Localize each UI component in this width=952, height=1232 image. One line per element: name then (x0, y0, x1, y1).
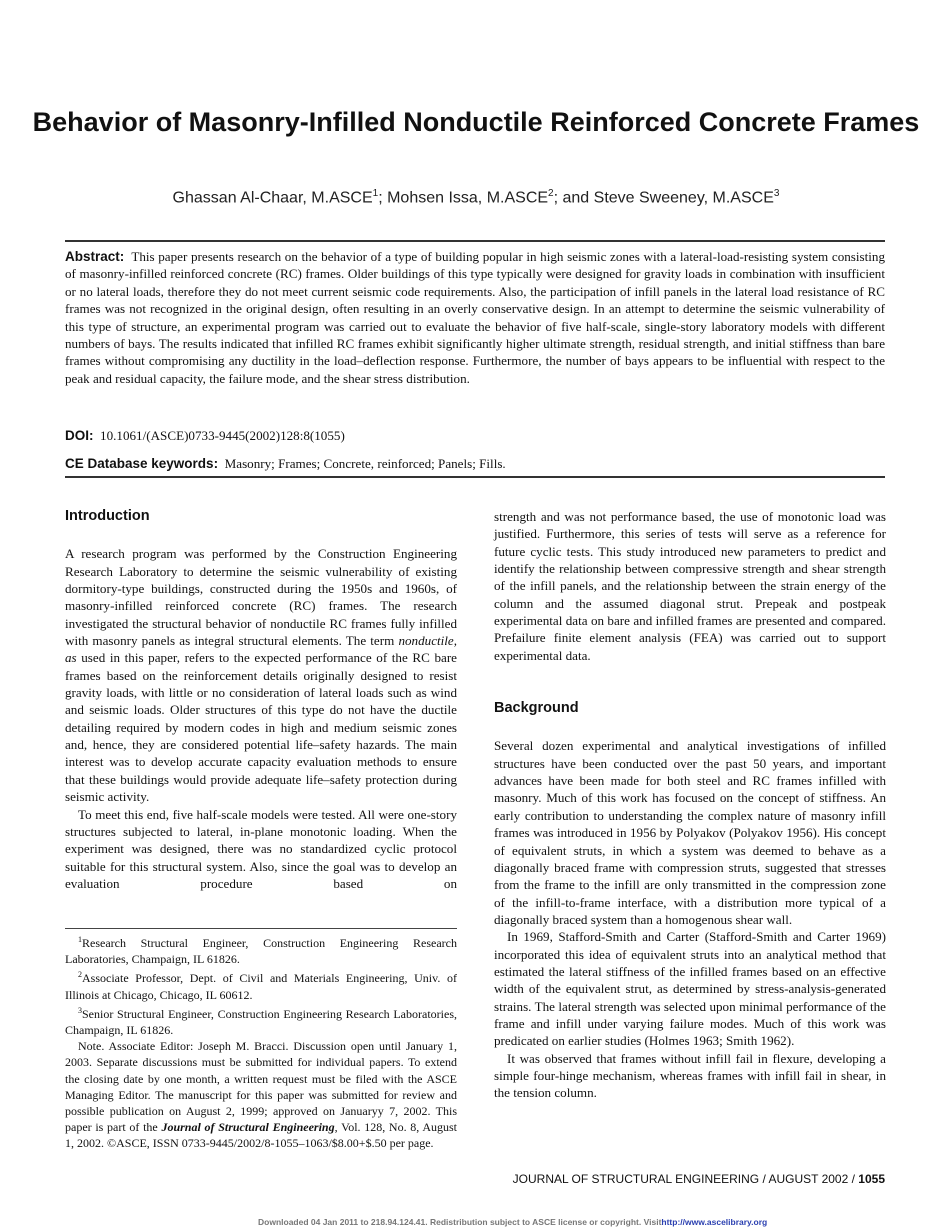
keywords (65, 456, 506, 472)
doi-label: DOI: (65, 428, 94, 443)
author-list (0, 188, 952, 207)
editor-note (65, 1038, 457, 1151)
left-column (65, 508, 457, 892)
footnote-1: $^1$Research Structural Engineer, Construction Engineering Research Laboratories, Champaign, IL 61826. (65, 935, 457, 967)
abstract-top-rule (65, 240, 885, 242)
paragraph: strength and was not performance based, the use of monotonic load was justified. Furthermore, this series of tests will serve as a reference for future cyclic tests. This study introduced new parameters to predict and identify the relationship between compressive strength and shear strength of the infill panels, and the relationship between the strain energy of the column and the assumed diagonal strut. Prepeak and postpeak experimental data on bare and infilled frames are presented and compared. Prefailure finite element analysis (FEA) was carried out to support experimental data. (494, 509, 886, 663)
text: Senior Structural Engineer, Construction Engineering Research Laboratories, Champaign, IL 61826. (65, 1006, 457, 1038)
text: A research program was performed by the Construction Engineering Research Laboratory to determine the seismic vulnerability of existing dormitory-type buildings, constructed during the 1950s and 1960s, of masonry-infilled reinforced concrete (RC) frames. The research investigated the structural behavior of nonductile RC frames fully infilled with masonry panels as integral structural elements. The term (65, 546, 457, 649)
text: Associate Professor, Dept. of Civil and Materials Engineering, Univ. of Illinois at Chicago, Chicago, IL 60612. (65, 971, 457, 1002)
text: Note. Associate Editor: Joseph M. Bracci. Discussion open until January 1, 2003. Separate discussions must be submitted for individual papers. To extend the closing date by one month, a written request must be filed with the ASCE Managing Editor. The manuscript for this paper was submitted for review and possible publication on August 2, 1999; approved on Januaryy 7, 2002. This paper is part of the (65, 1039, 457, 1135)
journal-name: Journal of Structural Engineering (161, 1120, 335, 1135)
section-heading-introduction: Introduction (65, 508, 150, 524)
author-affil-mark: 3 (773, 188, 780, 199)
abstract-bottom-rule (65, 476, 885, 478)
page-number: 1055 (858, 1172, 885, 1186)
doi-value[interactable]: 10.1061/(ASCE)0733-9445(2002)128:8(1055) (100, 428, 345, 443)
keywords-value: Masonry; Frames; Concrete, reinforced; Panels; Fills. (224, 456, 506, 471)
journal-footer: JOURNAL OF STRUCTURAL ENGINEERING / AUGUST 2002 / (512, 1172, 859, 1186)
author-affil-mark: 2 (548, 188, 554, 199)
author: Mohsen Issa, M.ASCE (387, 189, 549, 207)
section-heading-background: Background (494, 700, 579, 717)
paragraph (65, 545, 457, 805)
abstract (65, 248, 885, 387)
keywords-label: CE Database keywords: (65, 456, 219, 471)
paragraph: It was observed that frames without infill fail in flexure, developing a simple four-hinge mechanism, whereas frames with infill fail in shear, in the tension column. (494, 1050, 886, 1101)
author-affil-mark: 1 (372, 188, 379, 199)
abstract-label: Abstract: (65, 249, 125, 264)
footnote-rule (65, 928, 457, 929)
running-footer (513, 1172, 885, 1186)
abstract-text: This paper presents research on the behavior of a type of building popular in high seismic zones with a lateral-load-resisting system consisting of masonry-infilled reinforced concrete (RC) frames. Older buildings of this type typically were designed for gravity loads in combination with insufficient or no lateral loads, therefore they do not meet current seismic code requirements. Also, the participation of infill panels in the lateral load resistance of RC frames was not recognized in the original design, often resulting in an overly conservative design. In an attempt to determine the seismic vulnerability of this type of structure, an experimental program was carried out to evaluate the behavior of five half-scale, single-story laboratory models with different numbers of bays. The results indicated that infilled RC frames exhibit significantly higher ultimate strength, residual strength, and initial stiffness than bare frames without compromising any ductility in the load–deflection response. Furthermore, the number of bays appears to be influential with respect to the peak and residual capacity, the failure mode, and the shear stress distribution. (65, 249, 885, 386)
download-notice (258, 1217, 767, 1227)
ascelibrary-link[interactable]: http://www.ascelibrary.org (661, 1217, 768, 1227)
paragraph: Several dozen experimental and analytical investigations of infilled structures have been conducted over the past 50 years, and important advances have been made for both steel and RC frames infilled with masonry. Much of this work has focused on the concept of stiffness. An early contribution to understanding the complex nature of masonry infill frames was introduced in 1956 by Polyakov (Polyakov 1956). His concept of equivalent struts, in which a system was deemed to behave as a diagonally braced frame with compression struts, suggested that stresses from the frame to the infill are only transmitted in the compression zone of the infill-to-frame interface, with a distribution more typical of a diagonally braced system than a homogenous shear wall. (494, 738, 886, 927)
footnote-2: $^2$Associate Professor, Dept. of Civil and Materials Engineering, Univ. of Illinois at Chicago, Chicago, IL 60612. (65, 970, 457, 1002)
author-sep: ; and (553, 189, 594, 207)
author-sep: ; (378, 189, 388, 207)
paragraph: To meet this end, five half-scale models were tested. All were one-story structures subjected to lateral, in-plane monotonic loading. When the experiment was designed, there was no standardized cyclic protocol suitable for this structural system. Also, since the goal was to develop an evaluation procedure based on (65, 806, 457, 891)
footnotes (65, 932, 457, 1152)
emphasis: nonductile, as (65, 633, 457, 666)
doi (65, 428, 345, 444)
download-text: Downloaded 04 Jan 2011 to 218.94.124.41. Redistribution subject to ASCE license or copyright. Visit (258, 1217, 662, 1227)
author: Ghassan Al-Chaar, M.ASCE (172, 189, 373, 207)
right-column (494, 508, 886, 1102)
footnote-3: $^3$Senior Structural Engineer, Construction Engineering Research Laboratories, Champaign, IL 61826. (65, 1005, 457, 1038)
text: , Vol. 128, No. 8, August 1, 2002. ©ASCE, ISSN 0733-9445/2002/8-1055–1063/$8.00+$.50 per page. (65, 1120, 457, 1151)
text: Research Structural Engineer, Construction Engineering Research Laboratories, Champaign, IL 61826. (65, 936, 457, 967)
paper-title: Behavior of Masonry-Infilled Nonductile Reinforced Concrete Frames (32, 107, 920, 137)
author: Steve Sweeney, M.ASCE (593, 189, 774, 207)
text: used in this paper, refers to the expected performance of the RC bare frames based on the reinforcement details originally designed to resist gravity loads, with little or no consideration of lateral loads such as wind and seismic loads. Older structures of this type do not have the ductile detailing required by modern codes in high and medium seismic zones and, hence, they are considered potential life–safety hazards. The main interest was to develop accurate capacity evaluation methods to ensure that these buildings would provide adequate life–safety protection during seismic activity. (65, 650, 457, 805)
paragraph: In 1969, Stafford-Smith and Carter (Stafford-Smith and Carter 1969) incorporated this idea of equivalent struts into an analytical method that estimated the lateral stiffness of the infilled frames based on an effective width of the equivalent strut, as determined by stress-analysis-generated strains. The lateral strength was selected upon minimal performance of the frame and infill under varying failure modes. Much of this work was predicated on earlier studies (Holmes 1963; Smith 1962). (494, 929, 886, 1049)
